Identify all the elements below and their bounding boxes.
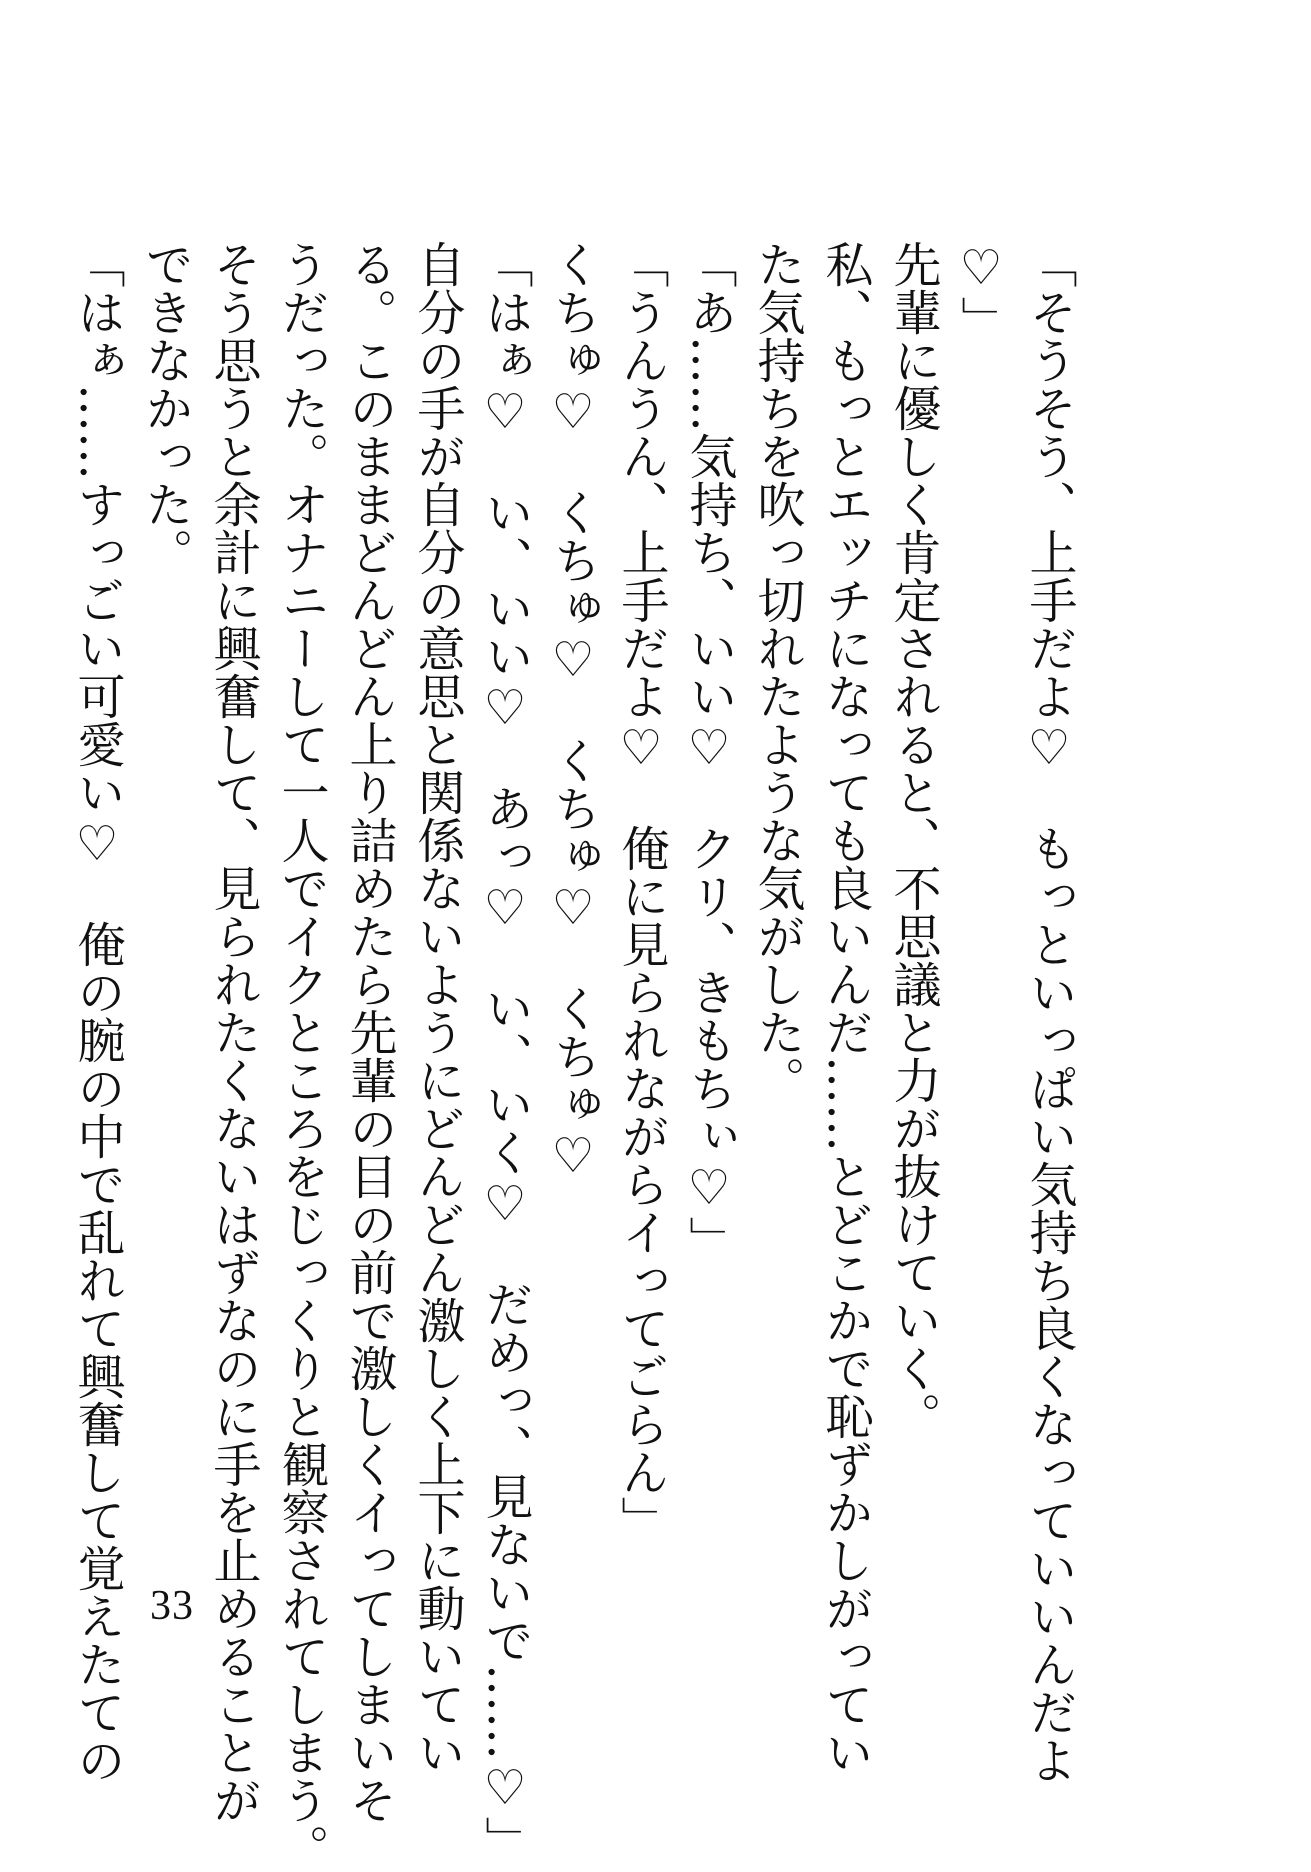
text-line: できなかった。 (137, 240, 193, 576)
page-number: 33 (150, 1583, 194, 1629)
text-line: 私、もっとエッチになっても良いんだ……とどこかで恥ずかしがってい (817, 240, 873, 1776)
text-line: くちゅ♡ くちゅ♡ くちゅ♡ くちゅ♡ (545, 240, 601, 1184)
text-line: た気持ちを吹っ切れたような気がした。 (749, 240, 805, 1104)
text-line: ♡」 (953, 240, 1009, 344)
text-line: 「はぁ……すっごい可愛い♡ 俺の腕の中で乱れて興奮して覚えたての (69, 240, 125, 1784)
text-line: 「そうそう、上手だよ♡ もっといっぱい気持ち良くなっていいんだよ (1021, 240, 1077, 1784)
text-line: る。このままどんどん上り詰めたら先輩の目の前で激しくイってしまいそ (341, 240, 397, 1824)
text-line: 「はぁ♡ い、いい♡ あっ♡ い、いく♡ だめっ、見ないで……♡」 (477, 240, 533, 1864)
text-line: 「うんうん、上手だよ♡ 俺に見られながらイってごらん」 (613, 240, 669, 1544)
text-line: 先輩に優しく肯定されると、不思議と力が抜けていく。 (885, 240, 941, 1440)
text-line: そう思うと余計に興奮して、見られたくないはずなのに手を止めることが (205, 240, 261, 1824)
text-line: 「あ……気持ち、いい♡ クリ、きもちぃ♡」 (681, 240, 737, 1264)
text-line: うだった。オナニーして一人でイクところをじっくりと観察されてしまう。 (273, 240, 329, 1872)
text-line: 自分の手が自分の意思と関係ないようにどんどん激しく上下に動いてい (409, 240, 465, 1776)
